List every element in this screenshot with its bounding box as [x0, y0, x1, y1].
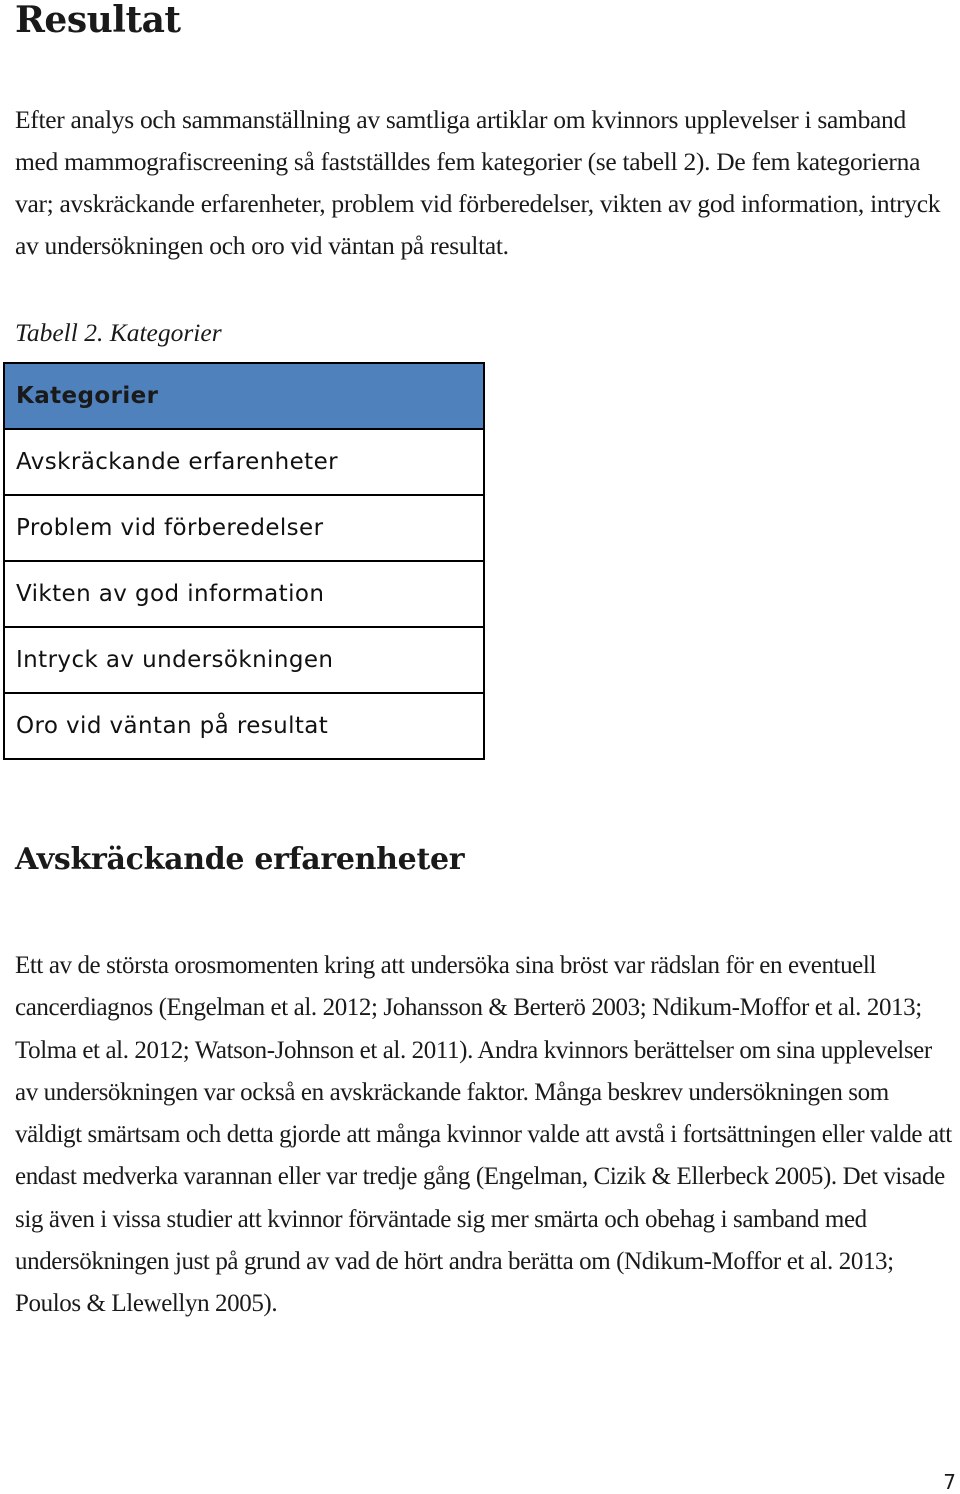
section-heading: Avskräckande erfarenheter — [15, 842, 465, 877]
table-cell: Problem vid förberedelser — [4, 495, 484, 561]
table-row — [4, 429, 484, 495]
table-row — [4, 561, 484, 627]
table-cell: Intryck av undersökningen — [4, 627, 484, 693]
table-caption: Tabell 2. Kategorier — [15, 318, 222, 347]
table-header-row — [4, 363, 484, 429]
table-cell: Vikten av god information — [4, 561, 484, 627]
section-paragraph: Ett av de största orosmomenten kring att undersöka sina bröst var rädslan för en eventuell cancerdiagnos (Engelman et al. 2012; Johansson & Berterö 2003; Ndikum-Moffor et al. 2013; Tolma et al. 2012; Watson-Johnson et al. 2011). Andra kvinnors berättelser om sina upplevelser av undersökningen var också en avskräckande faktor. Många beskrev undersökningen som väldigt smärtsam och detta gjorde att många kvinnor valde att avstå i fortsättningen eller valde att endast medverka varannan eller var tredje gång (Engelman, Cizik & Ellerbeck 2005). Det visade sig även i vissa studier att kvinnor förväntade sig mer smärta och obehag i samband med undersökningen just på grund av vad de hört andra berätta om (Ndikum-Moffor et al. 2013; Poulos & Llewellyn 2005). — [15, 952, 952, 1318]
page-number: 7 — [943, 1470, 956, 1494]
table-row — [4, 693, 484, 759]
page-title: Resultat — [15, 0, 181, 41]
table-cell: Avskräckande erfarenheter — [4, 429, 484, 495]
intro-paragraph: Efter analys och sammanställning av samtliga artiklar om kvinnors upplevelser i samband med mammografiscreening så fastställdes fem kategorier (se tabell 2). De fem kategorierna var; avskräckande erfarenheter, problem vid förberedelser, vikten av god information, intryck av undersökningen och oro vid väntan på resultat. — [15, 105, 941, 260]
categories-table — [3, 362, 485, 760]
table-header-cell: Kategorier — [4, 363, 484, 429]
table-row — [4, 495, 484, 561]
table-row — [4, 627, 484, 693]
table-cell: Oro vid väntan på resultat — [4, 693, 484, 759]
